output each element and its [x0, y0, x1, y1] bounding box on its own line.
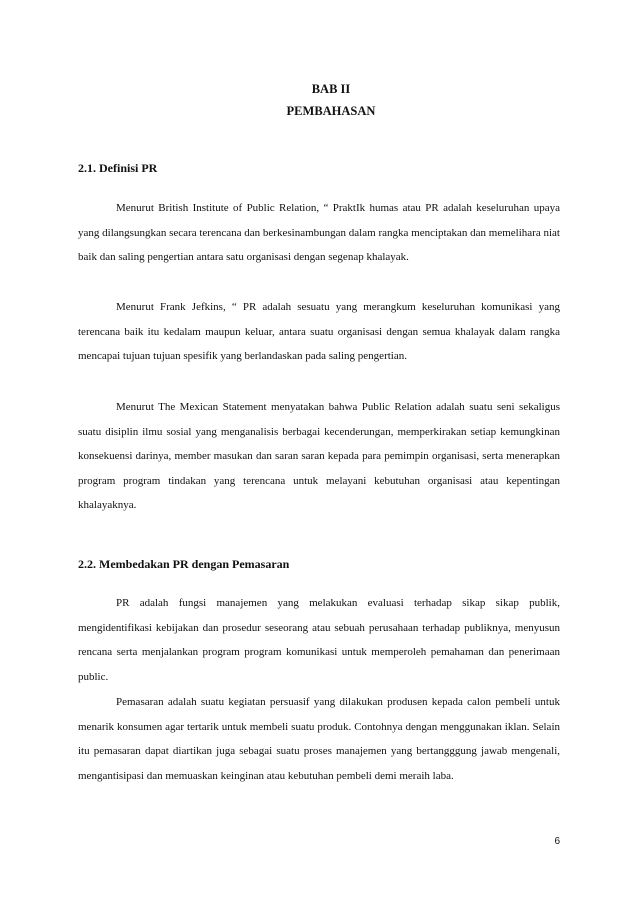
chapter-number: BAB II [311, 82, 351, 96]
paragraph: Menurut The Mexican Statement menyatakan bahwa Public Relation adalah suatu seni sekaligus suatu disiplin ilmu sosial yang menganalisis berbagai kecenderungan, memperkirakan setiap kemungkinan konsekuensi darinya, member masukan dan saran saran kepada para pemimpin organisasi, serta menerapkan program program tindakan yang terencana untuk melayani kebutuhan organisasi atau kepentingan khalayaknya. [78, 401, 560, 511]
section-title-definisi: 2.1. Definisi PR [78, 161, 158, 175]
chapter-title: PEMBAHASAN [286, 104, 376, 118]
paragraph: Menurut Frank Jefkins, “ PR adalah sesuatu yang merangkum keseluruhan komunikasi yang terencana baik itu kedalam maupun keluar, antara suatu organisasi dengan semua khalayak dalam rangka mencapai tujuan tujuan spesifik yang berlandaskan pada saling pengertian. [78, 301, 560, 362]
paragraph: PR adalah fungsi manajemen yang melakukan evaluasi terhadap sikap sikap publik, mengidentifikasi kebijakan dan prosedur seseorang atau sebuah perusahaan terhadap publiknya, menyusun rencana serta menjalankan program program komunikasi untuk memperoleh pemahaman dan penerimaan public. [78, 597, 560, 683]
section-title-pemasaran: 2.2. Membedakan PR dengan Pemasaran [78, 557, 290, 571]
chapter-heading [0, 78, 638, 122]
paragraph: Pemasaran adalah suatu kegiatan persuasif yang dilakukan produsen kepada calon pembeli untuk menarik konsumen agar tertarik untuk membeli suatu produk. Contohnya dengan menggunakan iklan. Selain itu pemasaran dapat diartikan juga sebagai suatu proses manajemen yang bertangggung jawab mengenali, mengantisipasi dan memuaskan keinginan atau kebutuhan pembeli demi meraih laba. [78, 696, 560, 782]
page-number: 6 [554, 836, 560, 847]
paragraph: Menurut British Institute of Public Relation, “ PraktIk humas atau PR adalah keseluruhan upaya yang dilangsungkan secara terencana dan berkesinambungan dalam rangka menciptakan dan memelihara niat baik dan saling pengertian antara satu organisasi dengan segenap khalayak. [78, 202, 560, 263]
